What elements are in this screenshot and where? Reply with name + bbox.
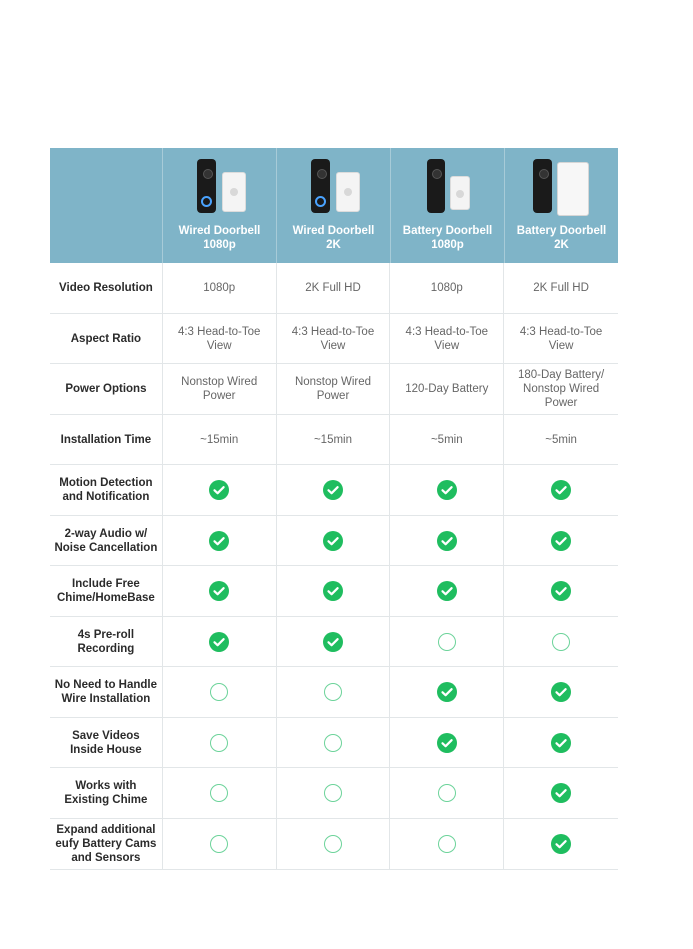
empty-circle-icon <box>438 835 456 853</box>
check-icon <box>209 632 229 652</box>
feature-supported <box>504 819 618 869</box>
feature-supported <box>504 718 618 767</box>
feature-value: 4:3 Head-to-Toe View <box>390 314 504 363</box>
check-icon <box>323 531 343 551</box>
product-column <box>505 148 618 263</box>
feature-supported <box>277 617 391 666</box>
feature-supported <box>390 667 504 717</box>
check-icon <box>209 581 229 601</box>
check-icon <box>551 480 571 500</box>
feature-supported <box>390 465 504 515</box>
check-icon <box>437 733 457 753</box>
feature-value: 4:3 Head-to-Toe View <box>519 325 603 352</box>
feature-value: 1080p <box>390 263 504 313</box>
feature-not-supported <box>163 819 277 869</box>
feature-supported <box>390 718 504 767</box>
empty-circle-icon <box>438 633 456 651</box>
check-icon <box>437 682 457 702</box>
feature-supported <box>390 516 504 565</box>
table-row <box>50 314 618 364</box>
empty-circle-icon <box>210 683 228 701</box>
table-row <box>50 667 618 718</box>
feature-not-supported <box>277 819 391 869</box>
check-icon <box>209 531 229 551</box>
feature-not-supported <box>504 617 618 666</box>
check-icon <box>323 581 343 601</box>
check-icon <box>323 632 343 652</box>
check-icon <box>437 531 457 551</box>
feature-label: Motion Detection and Notification <box>50 465 163 515</box>
check-icon <box>437 480 457 500</box>
feature-value: Nonstop Wired Power <box>277 364 391 414</box>
empty-circle-icon <box>552 633 570 651</box>
table-row <box>50 263 618 314</box>
feature-label: Power Options <box>50 364 163 414</box>
check-icon <box>209 480 229 500</box>
table-row <box>50 617 618 667</box>
feature-label: No Need to Handle Wire Installation <box>50 667 163 717</box>
product-column <box>277 148 391 263</box>
check-icon <box>551 682 571 702</box>
feature-value: 2K Full HD <box>533 282 589 294</box>
feature-supported <box>504 516 618 565</box>
product-name: Battery Doorbell 1080p <box>402 225 493 251</box>
table-row <box>50 516 618 566</box>
empty-circle-icon <box>324 835 342 853</box>
feature-supported <box>277 516 391 565</box>
table-row <box>50 415 618 465</box>
feature-not-supported <box>390 768 504 818</box>
feature-value: 120-Day Battery <box>390 364 504 414</box>
feature-supported <box>163 465 277 515</box>
feature-not-supported <box>163 667 277 717</box>
feature-value: 180-Day Battery/ Nonstop Wired Power <box>517 369 605 409</box>
product-name: Battery Doorbell 2K <box>516 225 607 251</box>
product-name: Wired Doorbell 2K <box>292 225 375 251</box>
empty-circle-icon <box>324 683 342 701</box>
product-image <box>391 156 504 220</box>
feature-supported <box>504 768 618 818</box>
empty-circle-icon <box>324 784 342 802</box>
feature-not-supported <box>390 819 504 869</box>
feature-not-supported <box>277 768 391 818</box>
feature-not-supported <box>277 718 391 767</box>
feature-supported <box>504 566 618 616</box>
empty-circle-icon <box>210 734 228 752</box>
feature-label: Save Videos Inside House <box>50 718 163 767</box>
product-name: Wired Doorbell 1080p <box>178 225 261 251</box>
table-row <box>50 465 618 516</box>
feature-label: Include Free Chime/HomeBase <box>50 566 163 616</box>
product-image <box>163 156 276 220</box>
feature-value: ~15min <box>277 415 391 464</box>
feature-label: Video Resolution <box>50 263 163 313</box>
feature-not-supported <box>163 718 277 767</box>
table-row <box>50 566 618 617</box>
feature-supported <box>504 667 618 717</box>
feature-not-supported <box>163 768 277 818</box>
feature-value: ~15min <box>163 415 277 464</box>
feature-label: Expand additional eufy Battery Cams and Sensors <box>50 819 163 869</box>
feature-supported <box>163 617 277 666</box>
empty-circle-icon <box>210 784 228 802</box>
check-icon <box>551 834 571 854</box>
empty-circle-icon <box>210 835 228 853</box>
feature-value: 4:3 Head-to-Toe View <box>277 314 391 363</box>
feature-value: 2K Full HD <box>277 263 391 313</box>
table-row <box>50 768 618 819</box>
feature-not-supported <box>390 617 504 666</box>
feature-supported <box>390 566 504 616</box>
table-header <box>50 148 618 263</box>
comparison-table <box>50 148 618 870</box>
feature-label: Works with Existing Chime <box>50 768 163 818</box>
check-icon <box>551 733 571 753</box>
feature-label: Aspect Ratio <box>50 314 163 363</box>
feature-supported <box>163 516 277 565</box>
feature-value: ~5min <box>390 415 504 464</box>
feature-supported <box>163 566 277 616</box>
check-icon <box>551 531 571 551</box>
product-image <box>277 156 390 220</box>
empty-circle-icon <box>438 784 456 802</box>
feature-value: ~5min <box>545 433 577 446</box>
product-column <box>163 148 277 263</box>
product-column <box>391 148 505 263</box>
header-corner <box>50 148 163 263</box>
feature-supported <box>277 566 391 616</box>
table-row <box>50 718 618 768</box>
table-row <box>50 819 618 870</box>
product-image <box>505 156 618 220</box>
feature-supported <box>277 465 391 515</box>
check-icon <box>437 581 457 601</box>
feature-value: 1080p <box>163 263 277 313</box>
check-icon <box>551 783 571 803</box>
feature-label: 4s Pre-roll Recording <box>50 617 163 666</box>
table-body <box>50 263 618 870</box>
table-row <box>50 364 618 415</box>
feature-supported <box>504 465 618 515</box>
feature-label: 2-way Audio w/ Noise Cancellation <box>50 516 163 565</box>
feature-value: 4:3 Head-to-Toe View <box>163 314 277 363</box>
feature-value: Nonstop Wired Power <box>163 364 277 414</box>
feature-not-supported <box>277 667 391 717</box>
check-icon <box>323 480 343 500</box>
check-icon <box>551 581 571 601</box>
feature-label: Installation Time <box>50 415 163 464</box>
empty-circle-icon <box>324 734 342 752</box>
